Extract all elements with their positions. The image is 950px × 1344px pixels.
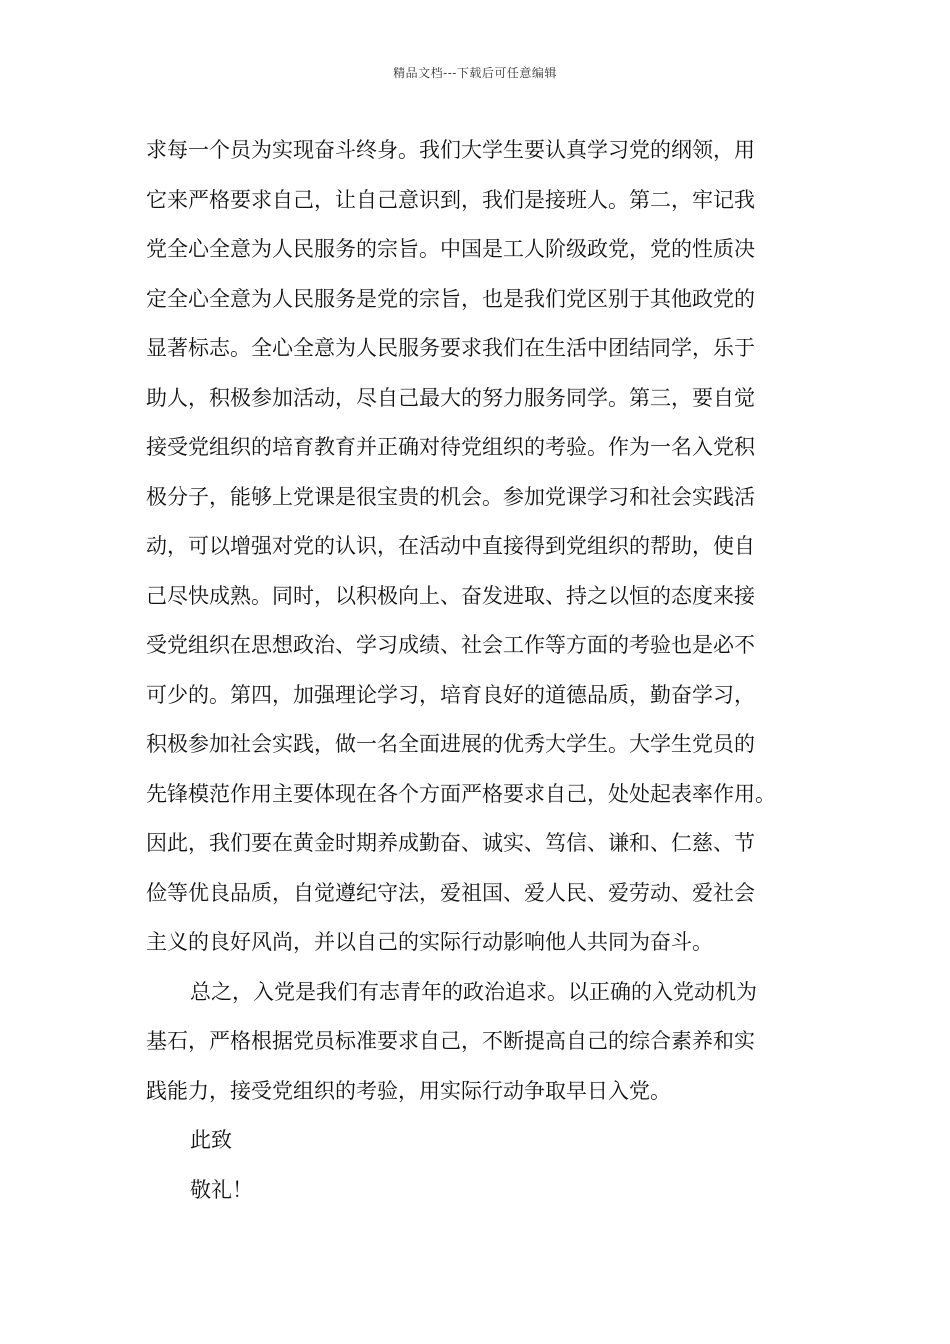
text-line: 先锋模范作用主要体现在各个方面严格要求自己，处处起表率作用。 [146,781,776,806]
text-line: 求每一个员为实现奋斗终身。我们大学生要认真学习党的纲领，用 [146,138,755,162]
letter-body [146,126,826,1215]
text-line: 接受党组织的培育教育并正确对待党组织的考验。作为一名入党积 [146,435,755,459]
text-line: 显著标志。全心全意为人民服务要求我们在生活中团结同学，乐于 [146,336,755,360]
text-line: 俭等优良品质，自觉遵纪守法，爱祖国、爱人民、爱劳动、爱社会 [146,880,755,905]
text-line: 受党组织在思想政治、学习成绩、社会工作等方面的考验也是必不 [146,633,755,657]
text-line: 因此，我们要在黄金时期养成勤奋、诚实、笃信、谦和、仁慈、节 [146,831,755,855]
text-line: 主义的良好风尚，并以自己的实际行动影响他人共同为奋斗。 [146,930,713,954]
closing-salutation: 此致 [190,1128,232,1152]
closing-regards: 敬礼！ [190,1177,253,1202]
text-line: 基石，严格根据党员标准要求自己，不断提高自己的综合素养和实 [146,1029,755,1053]
text-line: 它来严格要求自己，让自己意识到，我们是接班人。第二，牢记我 [146,187,755,212]
text-line: 践能力，接受党组织的考验，用实际行动争取早日入党。 [146,1078,671,1103]
text-line: 极分子，能够上党课是很宝贵的机会。参加党课学习和社会实践活 [146,484,755,509]
text-line: 总之，入党是我们有志青年的政治追求。以正确的入党动机为 [190,979,757,1004]
page-header: 精品文档---下载后可任意编辑 [393,66,557,80]
text-line: 动，可以增强对党的认识，在活动中直接得到党组织的帮助，使自 [146,534,755,558]
paragraph-2 [146,968,826,1117]
text-line: 助人，积极参加活动，尽自己最大的努力服务同学。第三，要自觉 [146,385,755,410]
closing [146,1116,826,1215]
text-line: 积极参加社会实践，做一名全面进展的优秀大学生。大学生党员的 [146,732,755,756]
text-line: 党全心全意为人民服务的宗旨。中国是工人阶级政党，党的性质决 [146,237,755,261]
text-line: 可少的。第四，加强理论学习，培育良好的道德品质，勤奋学习， [146,682,755,707]
text-line: 定全心全意为人民服务是党的宗旨，也是我们党区别于其他政党的 [146,286,755,311]
paragraph-1 [146,126,826,968]
text-line: 己尽快成熟。同时，以积极向上、奋发进取、持之以恒的态度来接 [146,583,755,608]
